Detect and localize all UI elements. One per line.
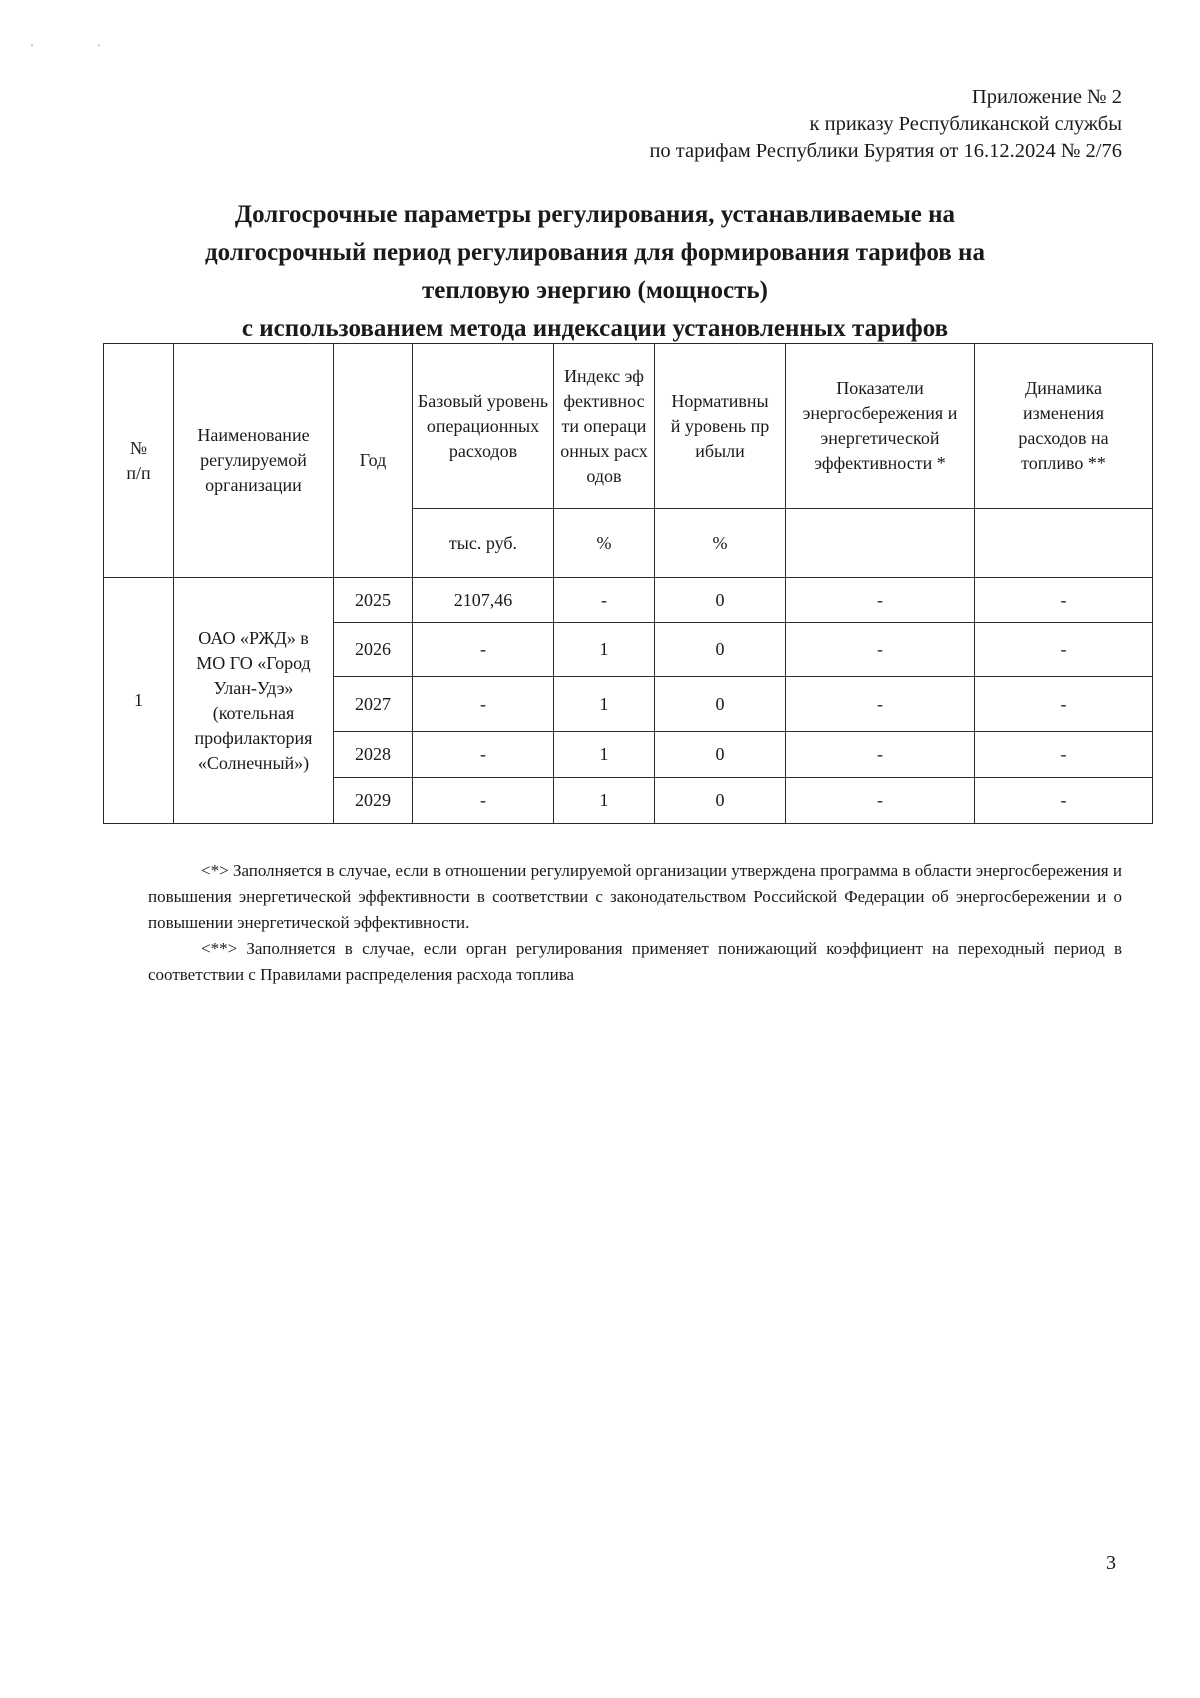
scan-artifact: · · [30, 38, 131, 52]
energy-saving-cell: - [786, 578, 975, 623]
unit-efficiency-index: % [554, 509, 655, 578]
year-cell: 2029 [334, 778, 413, 824]
base-costs-cell: - [413, 623, 554, 677]
footnotes [148, 858, 1122, 988]
header-base-costs: Базовый уровень операционных расходов [413, 344, 554, 509]
base-costs-cell: - [413, 732, 554, 778]
year-cell: 2027 [334, 677, 413, 732]
fuel-dynamics-cell: - [975, 677, 1153, 732]
fuel-dynamics-cell: - [975, 778, 1153, 824]
efficiency-index-cell: 1 [554, 732, 655, 778]
base-costs-cell: 2107,46 [413, 578, 554, 623]
energy-saving-cell: - [786, 732, 975, 778]
year-cell: 2025 [334, 578, 413, 623]
footnote-1: <*> Заполняется в случае, если в отношении регулируемой организации утверждена программа в области энергосбережения и повышения энергетической эффективности в соответствии с законодательством Российской Федерации об энергосбережении и о повышении энергетической эффективности. [148, 861, 1122, 932]
year-cell: 2026 [334, 623, 413, 677]
unit-normative-profit: % [655, 509, 786, 578]
unit-fuel-dynamics [975, 509, 1153, 578]
normative-profit-cell: 0 [655, 578, 786, 623]
normative-profit-cell: 0 [655, 732, 786, 778]
document-title [130, 196, 1060, 348]
appendix-reference [649, 84, 1122, 165]
efficiency-index-cell: - [554, 578, 655, 623]
page-number: 3 [1106, 1552, 1116, 1574]
efficiency-index-cell: 1 [554, 623, 655, 677]
footnote-2: <**> Заполняется в случае, если орган регулирования применяет понижающий коэффициент на переходный период в соответствии с Правилами распределения расхода топлива [148, 939, 1122, 984]
energy-saving-cell: - [786, 677, 975, 732]
fuel-dynamics-cell: - [975, 623, 1153, 677]
efficiency-index-cell: 1 [554, 778, 655, 824]
appendix-line-2: к приказу Республиканской службы [809, 113, 1122, 135]
normative-profit-cell: 0 [655, 778, 786, 824]
title-line-4: с использованием метода индексации установленных тарифов [241, 315, 949, 342]
appendix-line-3: по тарифам Республики Бурятия от 16.12.2024 № 2/76 [649, 140, 1122, 162]
efficiency-index-cell: 1 [554, 677, 655, 732]
year-cell: 2028 [334, 732, 413, 778]
normative-profit-cell: 0 [655, 677, 786, 732]
energy-saving-cell: - [786, 623, 975, 677]
header-year: Год [334, 344, 413, 578]
header-fuel-dynamics: Динамика изменения расходов на топливо ** [975, 344, 1153, 509]
table-row [104, 578, 1153, 623]
row-number: 1 [104, 578, 174, 824]
title-line-2: долгосрочный период регулирования для формирования тарифов на [205, 239, 985, 266]
header-efficiency-index: Индекс эффективности операционных расходов [554, 344, 655, 509]
title-line-1: Долгосрочные параметры регулирования, устанавливаемые на [234, 201, 956, 228]
unit-energy-saving [786, 509, 975, 578]
header-num: № п/п [104, 344, 174, 578]
normative-profit-cell: 0 [655, 623, 786, 677]
header-energy-saving: Показатели энергосбережения и энергетической эффективности * [786, 344, 975, 509]
appendix-line-1: Приложение № 2 [971, 86, 1122, 108]
fuel-dynamics-cell: - [975, 578, 1153, 623]
base-costs-cell: - [413, 778, 554, 824]
parameters-table [103, 343, 1153, 824]
header-org: Наименование регулируемой организации [174, 344, 334, 578]
header-normative-profit: Нормативный уровень прибыли [655, 344, 786, 509]
unit-base-costs: тыс. руб. [413, 509, 554, 578]
fuel-dynamics-cell: - [975, 732, 1153, 778]
base-costs-cell: - [413, 677, 554, 732]
energy-saving-cell: - [786, 778, 975, 824]
organization-name: ОАО «РЖД» в МО ГО «Город Улан-Удэ» (котельная профилактория «Солнечный») [174, 578, 334, 824]
title-line-3: тепловую энергию (мощность) [422, 277, 768, 304]
